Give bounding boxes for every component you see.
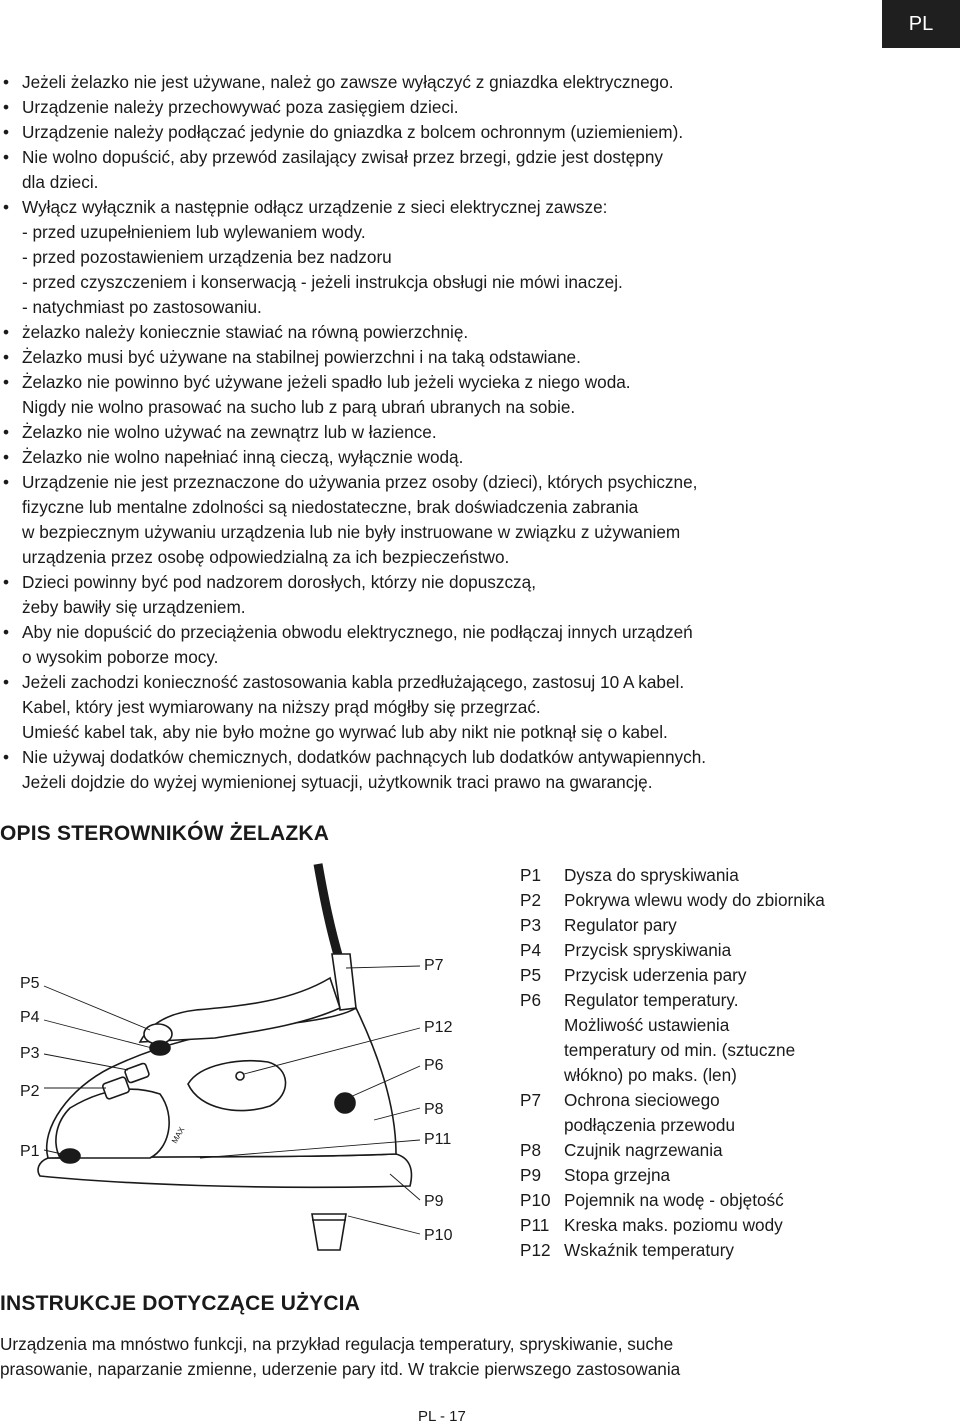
bullet-icon: •	[3, 747, 10, 767]
safety-item-line: - przed pozostawieniem urządzenia bez nadzoru	[22, 247, 392, 267]
safety-item-line: - przed uzupełnieniem lub wylewaniem wody.	[22, 222, 366, 242]
part-code: P4	[520, 940, 542, 960]
safety-item-line: Nie wolno dopuścić, aby przewód zasilający zwisał przez brzegi, gdzie jest dostępny	[22, 147, 664, 167]
safety-item-line: Kabel, który jest wymiarowany na niższy prąd mógłby się przegrzać.	[22, 697, 541, 717]
part-description: Ochrona sieciowego	[564, 1090, 720, 1110]
power-cord	[318, 864, 340, 962]
iron-diagram	[0, 858, 500, 1258]
max-level-mark: MAX	[169, 1125, 187, 1145]
part-description: Czujnik nagrzewania	[564, 1140, 723, 1160]
part-description: podłączenia przewodu	[564, 1115, 736, 1135]
safety-item-line: Jeżeli żelazko nie jest używane, należ go zawsze wyłączyć z gniazdka elektrycznego.	[22, 72, 674, 92]
safety-item-line: żeby bawiły się urządzeniem.	[22, 597, 246, 617]
safety-item-line: Umieść kabel tak, aby nie było możne go wyrwać lub aby nikt nie potknął się o kabel.	[22, 722, 668, 742]
part-description: temperatury od min. (sztuczne	[564, 1040, 796, 1060]
diagram-label-p8: P8	[424, 1101, 444, 1118]
safety-item-line: Urządzenie należy przechowywać poza zasięgiem dzieci.	[22, 97, 459, 117]
part-code: P3	[520, 915, 542, 935]
diagram-label-p9: P9	[424, 1193, 444, 1210]
diagram-label-p4: P4	[20, 1009, 40, 1026]
part-entry	[520, 1188, 825, 1213]
bullet-icon: •	[3, 322, 10, 342]
part-code: P1	[520, 865, 542, 885]
safety-item	[0, 70, 920, 95]
part-code: P8	[520, 1140, 542, 1160]
temp-indicator-shape	[236, 1072, 244, 1080]
safety-item-line: Dzieci powinny być pod nadzorem dorosłych, którzy nie dopuszczą,	[22, 572, 536, 592]
bullet-icon: •	[3, 472, 10, 492]
part-entry	[520, 913, 825, 938]
part-code: P9	[520, 1165, 542, 1185]
safety-item-line: Żelazko nie wolno używać na zewnątrz lub w łazience.	[22, 422, 437, 442]
part-entry	[520, 863, 825, 888]
part-description: Stopa grzejna	[564, 1165, 671, 1185]
safety-item	[0, 195, 920, 320]
bullet-icon: •	[3, 97, 10, 117]
part-code: P11	[520, 1215, 550, 1235]
part-entry	[520, 1238, 825, 1263]
safety-item	[0, 120, 920, 145]
bullet-icon: •	[3, 447, 10, 467]
language-tab: PL	[882, 0, 960, 48]
safety-item	[0, 670, 920, 745]
safety-item-line: fizyczne lub mentalne zdolności są niedostateczne, brak doświadczenia zabrania	[22, 497, 639, 517]
spray-nozzle-shape	[60, 1149, 80, 1163]
safety-item-line: Nie używaj dodatków chemicznych, dodatków pachnących lub dodatków antywapiennych.	[22, 747, 707, 767]
safety-item-line: Wyłącz wyłącznik a następnie odłącz urządzenie z sieci elektrycznej zawsze:	[22, 197, 608, 217]
iron-drawing	[38, 864, 411, 1250]
bullet-icon: •	[3, 122, 10, 142]
safety-item-line: Jeżeli zachodzi konieczność zastosowania kabla przedłużającego, zastosuj 10 A kabel.	[22, 672, 685, 692]
part-entry	[520, 1163, 825, 1188]
safety-item-line: żelazko należy koniecznie stawiać na równą powierzchnię.	[22, 322, 469, 342]
bullet-icon: •	[3, 72, 10, 92]
part-description: Regulator pary	[564, 915, 677, 935]
part-entry	[520, 888, 825, 913]
diagram-label-p1: P1	[20, 1143, 40, 1160]
bullet-icon: •	[3, 347, 10, 367]
safety-item	[0, 445, 920, 470]
safety-item	[0, 745, 920, 795]
safety-item	[0, 370, 920, 420]
usage-line: Urządzenia ma mnóstwo funkcji, na przykład regulacja temperatury, spryskiwanie, suche	[0, 1334, 674, 1354]
safety-item-line: - przed czyszczeniem i konserwacją - jeżeli instrukcja obsługi nie mówi inaczej.	[22, 272, 623, 292]
part-entry	[520, 963, 825, 988]
safety-item	[0, 345, 920, 370]
part-entry	[520, 938, 825, 963]
part-code: P2	[520, 890, 542, 910]
diagram-label-p6: P6	[424, 1057, 444, 1074]
bullet-icon: •	[3, 197, 10, 217]
parts-legend	[520, 863, 825, 1263]
safety-item	[0, 570, 920, 620]
safety-item-line: Urządzenie nie jest przeznaczone do używania przez osoby (dzieci), których psychiczne,	[22, 472, 698, 492]
part-description: Kreska maks. poziomu wody	[564, 1215, 783, 1235]
safety-item	[0, 470, 920, 570]
part-code: P10	[520, 1190, 551, 1210]
part-description: Przycisk spryskiwania	[564, 940, 732, 960]
safety-item	[0, 95, 920, 120]
usage-heading: INSTRUKCJE DOTYCZĄCE UŻYCIA	[0, 1292, 361, 1315]
bullet-icon: •	[3, 422, 10, 442]
safety-item-line: w bezpiecznym używaniu urządzenia lub nie były instruowane w związku z używaniem	[22, 522, 681, 542]
part-entry	[520, 988, 825, 1088]
part-code: P12	[520, 1240, 551, 1260]
diagram-label-p3: P3	[20, 1045, 40, 1062]
bullet-icon: •	[3, 147, 10, 167]
safety-item-line: Urządzenie należy podłączać jedynie do gniazdka z bolcem ochronnym (uziemieniem).	[22, 122, 684, 142]
part-code: P7	[520, 1090, 542, 1110]
part-description: włókno) po maks. (len)	[564, 1065, 737, 1085]
usage-line: prasowanie, naparzanie zmienne, uderzenie pary itd. W trakcie pierwszego zastosowania	[0, 1359, 681, 1379]
part-description: Dysza do spryskiwania	[564, 865, 739, 885]
safety-item-line: urządzenia przez osobę odpowiedzialną za ich bezpieczeństwo.	[22, 547, 510, 567]
spray-button-shape	[150, 1041, 170, 1055]
part-entry	[520, 1138, 825, 1163]
safety-item	[0, 420, 920, 445]
safety-item-line: o wysokim poborze mocy.	[22, 647, 219, 667]
safety-item-line: - natychmiast po zastosowaniu.	[22, 297, 262, 317]
safety-item-line: Żelazko nie wolno napełniać inną cieczą, wyłącznie wodą.	[22, 447, 464, 467]
soleplate-outline	[38, 1154, 411, 1187]
part-description: Możliwość ustawienia	[564, 1015, 730, 1035]
part-description: Pojemnik na wodę - objętość	[564, 1190, 784, 1210]
diagram-label-p12: P12	[424, 1019, 453, 1036]
part-description: Pokrywa wlewu wody do zbiornika	[564, 890, 825, 910]
safety-instructions-list	[0, 70, 920, 795]
part-entry	[520, 1088, 825, 1138]
usage-intro-paragraph	[0, 1332, 950, 1382]
diagram-label-p10: P10	[424, 1227, 453, 1244]
part-description: Przycisk uderzenia pary	[564, 965, 747, 985]
part-description: Wskaźnik temperatury	[564, 1240, 735, 1260]
part-code: P6	[520, 990, 542, 1010]
part-description: Regulator temperatury.	[564, 990, 739, 1010]
bullet-icon: •	[3, 372, 10, 392]
bullet-icon: •	[3, 572, 10, 592]
controls-heading: OPIS STEROWNIKÓW ŻELAZKA	[0, 822, 330, 845]
part-entry	[520, 1213, 825, 1238]
safety-item-line: Żelazko nie powinno być używane jeżeli spadło lub jeżeli wycieka z niego woda.	[22, 372, 631, 392]
diagram-label-p7: P7	[424, 957, 444, 974]
diagram-label-p11: P11	[424, 1131, 452, 1148]
diagram-label-p5: P5	[20, 975, 40, 992]
safety-item	[0, 620, 920, 670]
bullet-icon: •	[3, 622, 10, 642]
page-number: PL - 17	[418, 1408, 466, 1425]
safety-item-line: Nigdy nie wolno prasować na sucho lub z parą ubrań ubranych na sobie.	[22, 397, 576, 417]
safety-item	[0, 320, 920, 345]
safety-item-line: Jeżeli dojdzie do wyżej wymienionej sytuacji, użytkownik traci prawo na gwarancję.	[22, 772, 653, 792]
safety-item	[0, 145, 920, 195]
safety-item-line: Aby nie dopuścić do przeciążenia obwodu elektrycznego, nie podłączaj innych urządzeń	[22, 622, 693, 642]
safety-item-line: Żelazko musi być używane na stabilnej powierzchni i na taką odstawiane.	[22, 347, 581, 367]
bullet-icon: •	[3, 672, 10, 692]
safety-item-line: dla dzieci.	[22, 172, 99, 192]
diagram-label-p2: P2	[20, 1083, 40, 1100]
part-code: P5	[520, 965, 542, 985]
